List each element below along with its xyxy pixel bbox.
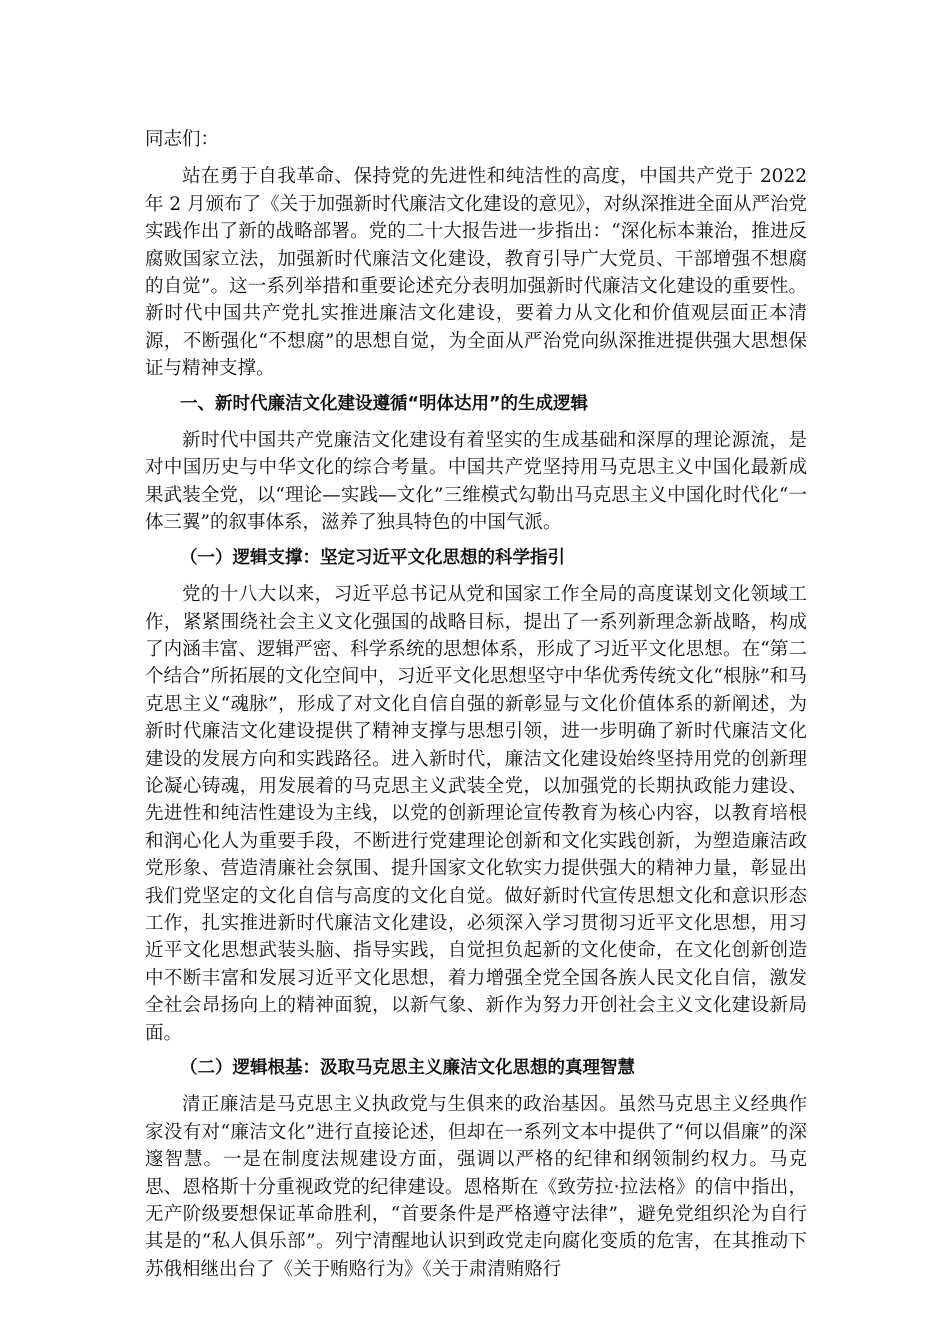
intro-paragraph: 站在勇于自我革命、保持党的先进性和纯洁性的高度，中国共产党于 2022 年 2 月颁布了《关于加强新时代廉洁文化建设的意见》，对纵深推进全面从严治党实践作出了新的战略部署。党的二十大报告进一步指出：“深化标本兼治，推进反腐败国家立法，加强新时代廉洁文化建设，教育引导广大党员、干部增强不想腐的自觉”。这一系列举措和重要论述充分表明加强新时代廉洁文化建设的重要性。新时代中国共产党扎实推进廉洁文化建设，要着力从文化和价值观层面正本清源，不断强化“不想腐”的思想自觉，为全面从严治党向纵深推进提供强大思想保证与精神支撑。 bbox=[145, 166, 807, 380]
subsection-heading-2: （二）逻辑根基：汲取马克思主义廉洁文化思想的真理智慧 bbox=[180, 1058, 635, 1078]
document-body bbox=[145, 126, 807, 1291]
section-1-paragraph: 新时代中国共产党廉洁文化建设有着坚实的生成基础和深厚的理论源流，是对中国历史与中华文化的综合考量。中国共产党坚持用马克思主义中国化最新成果武装全党，以“理论—实践—文化”三维模式勾勒出马克思主义中国化时代化“一体三翼”的叙事体系，滋养了独具特色的中国气派。 bbox=[145, 430, 807, 534]
subsection-2-paragraph: 清正廉洁是马克思主义执政党与生俱来的政治基因。虽然马克思主义经典作家没有对“廉洁文化”进行直接论述，但却在一系列文本中提供了“何以倡廉”的深邃智慧。一是在制度法规建设方面，强调以严格的纪律和纲领制约权力。马克思、恩格斯十分重视政党的纪律建设。恩格斯在《致劳拉·拉法格》的信中指出，无产阶级要想保证革命胜利，“首要条件是严格遵守法律”，避免党组织沦为自行其是的“私人俱乐部”。列宁清醒地认识到政党走向腐化变质的危害，在其推动下苏俄相继出台了《关于贿赂行为》《关于肃清贿赂行 bbox=[145, 1094, 807, 1280]
subsection-1-paragraph: 党的十八大以来，习近平总书记从党和国家工作全局的高度谋划文化领域工作，紧紧围绕社会主义文化强国的战略目标，提出了一系列新理念新战略，构成了内涵丰富、逻辑严密、科学系统的思想体系，形成了习近平文化思想。在“第二个结合”所拓展的文化空间中，习近平文化思想坚守中华优秀传统文化“根脉”和马克思主义“魂脉”，形成了对文化自信自强的新彰显与文化价值体系的新阐述，为新时代廉洁文化建设提供了精神支撑与思想引领，进一步明确了新时代廉洁文化建设的发展方向和实践路径。进入新时代，廉洁文化建设始终坚持用党的创新理论凝心铸魂，用发展着的马克思主义武装全党，以加强党的长期执政能力建设、先进性和纯洁性建设为主线，以党的创新理论宣传教育为核心内容，以教育培根和润心化人为重要手段，不断进行党建理论创新和文化实践创新，为塑造廉洁政党形象、营造清廉社会氛围、提升国家文化软实力提供强大的精神力量，彰显出我们党坚定的文化自信与高度的文化自觉。做好新时代宣传思想文化和意识形态工作，扎实推进新时代廉洁文化建设，必须深入学习贯彻习近平文化思想，用习近平文化思想武装头脑、指导实践，自觉担负起新的文化使命，在文化创新创造中不断丰富和发展习近平文化思想，着力增强全党全国各族人民文化自信，激发全社会昂扬向上的精神面貌，以新气象、新作为努力开创社会主义文化建设新局面。 bbox=[145, 584, 807, 1044]
section-heading-1: 一、新时代廉洁文化建设遵循“明体达用”的生成逻辑 bbox=[180, 393, 589, 414]
subsection-heading-1: （一）逻辑支撑：坚定习近平文化思想的科学指引 bbox=[180, 547, 565, 568]
salutation: 同志们： bbox=[145, 129, 220, 150]
